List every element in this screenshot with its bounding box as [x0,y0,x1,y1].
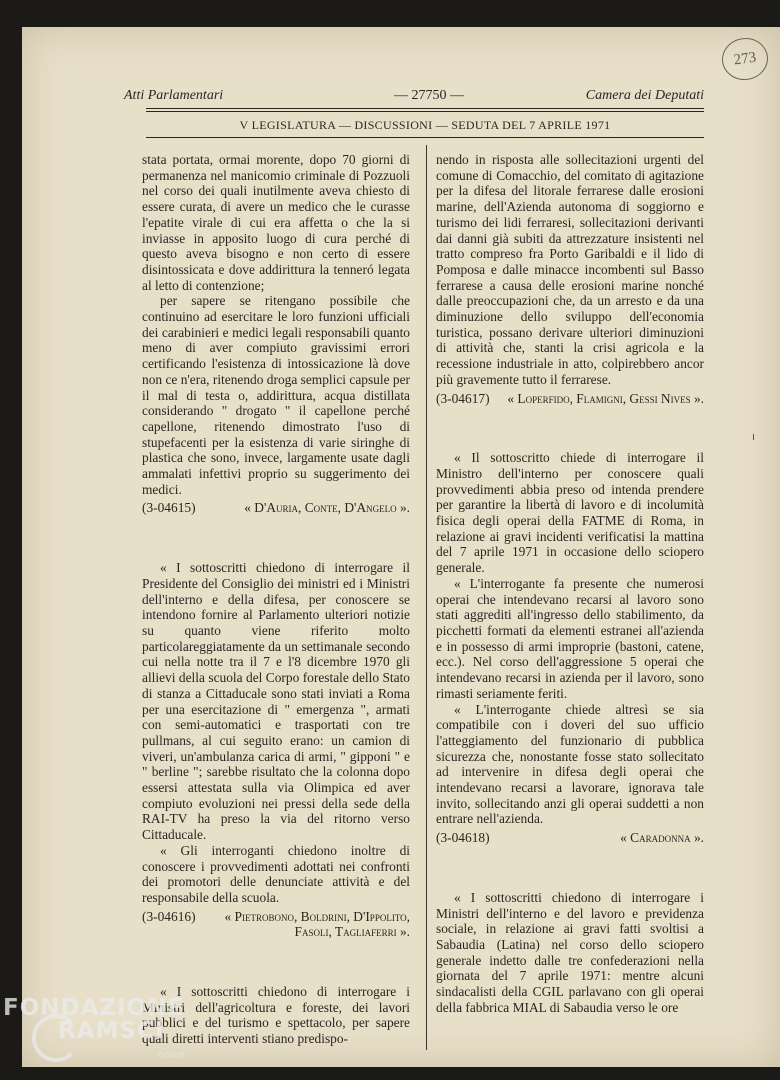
left-column [142,152,410,1047]
question-code: (3-04616) [142,908,196,924]
paragraph: « L'interrogante fa presente che numerosi operai che intendevano recarsi al lavoro sono stati aggrediti all'ingresso dello stabilimento, da picchetti formati da elementi estranei all'azienda e in possesso di armi improprie (bastoni, catene, ecc.). Nel corso dell'aggressione 5 operai che intendevano recarsi in azienda per il lavoro, sono rimasti seriamente feriti. [436,575,704,701]
paragraph: « Il sottoscritto chiede di interrogare il Ministro dell'interno per conoscere quali provvedimenti abbia preso od intenda prendere per garantire la libertà di lavoro e di incolumità fisica degli operai della FATME di Roma, in relazione ai gravi incidenti verificatisi la mattina del 7 aprile 1971 in occasione dello sciopero generale. [436,450,704,576]
right-column [436,152,704,1015]
header-rule-top [146,108,704,109]
question-code: (3-04615) [142,500,196,516]
paragraph: « I sottoscritti chiedono di interrogare i Ministri dell'agricoltura e foreste, dei lavori pubblici e del turismo e spettacolo, per sapere quali diretti interventi stiano predispo- [142,984,410,1047]
paragraph: « Gli interroganti chiedono inoltre di conoscere i provvedimenti adottati nei confronti dei promotori delle denunciate attività e del responsabile della scuola. [142,842,410,905]
signature-block [142,500,410,516]
watermark-line1: FONDAZIONE [3,995,185,1021]
watermark-line3: onlus [158,1050,185,1061]
question-code: (3-04618) [436,830,490,846]
question-code: (3-04617) [436,390,490,406]
header-left: Atti Parlamentari [124,88,224,103]
signatories: « D'Auria, Conte, D'Angelo ». [244,500,410,516]
header-right: Camera dei Deputati [585,88,704,103]
signatories: « Caradonna ». [620,830,704,846]
paragraph: « L'interrogante chiede altresì se sia compatibile con i doveri del suo ufficio l'atteggiamento del funzionario di pubblica sicurezza che, nonostante fosse stato sollecitato ad intervenire in difesa degli operai che intendevano recarsi a lavorare, ignorava tale invito, sollecitando anzi gli operai suddetti a non entrare nell'azienda. [436,701,704,827]
column-divider [426,145,427,1050]
paragraph: « I sottoscritti chiedono di interrogare il Presidente del Consiglio dei ministri ed i Ministri dell'interno e della difesa, per conoscere se intendono fornire al Parlamento ulteriori notizie su quanto viene riferito molto particolareggiatamente da un settimanale secondo cui nella notte tra il 7 e l'8 dicembre 1970 gli allievi della scuola del Corpo forestale dello Stato di stanza a Cittaducale sono stati inviati a Roma per una esercitazione di " emergenza ", armati con semi-automatici e trasportati con tre pullmans, al cui seguito erano: un camion di viveri, un'ambulanza carica di armi, " gipponi " e " berline "; sarebbe risultato che la colonna dopo essersi attestata sulla via Olimpica ed aver compiuto evoluzioni nei pressi della sede della RAI-TV ha preso la via del ritorno verso Cittaducale. [142,560,410,843]
signature-block [436,830,704,846]
page-number-stamp: 273 [719,35,770,83]
header-rule-bottom [146,111,704,112]
running-header [124,86,704,108]
paragraph: nendo in risposta alle sollecitazioni urgenti del comune di Comacchio, del comitato di agitazione per la difesa del litorale ferrarese dalle erosioni marine, dell'Azienda autonoma di soggiorno e turismo dei lidi ferraresi, sollecitazioni derivanti dai danni già subiti da attrezzature insistenti nel tratto compreso fra Porto Garibaldi e il lido di Pomposa e dalle minacce incombenti sul Basso ferrarese a causa delle erosioni marine nonché dalle preoccupazioni che, da un arresto e da una diminuzione dello sviluppo dell'economia turistica, possano derivare ulteriori diminuzioni di attività che, stanti la crisi agricola e la recessione industriale in atto, colpirebbero ancor più gravemente tutto il ferrarese. [436,152,704,387]
margin-mark [753,434,757,440]
signatories: « Pietrobono, Boldrini, D'Ippolito, Fasoli, Tagliaferri ». [224,908,410,940]
signature-block [436,391,704,407]
header-page-number: — 27750 — [394,88,464,103]
signature-block [142,909,410,940]
paragraph: stata portata, ormai morente, dopo 70 giorni di permanenza nel manicomio criminale di Pozzuoli nel corso dei quali inutilmente aveva chiesto di essere curata, di avere un medico che le curasse l'epatite virale di cui era affetta o che la si inviasse in apposito luogo di cura perché di questo aveva bisogno e non certo di essere disintossicata e dove addirittura la tenneró legata al letto di contenzione; [142,152,410,293]
watermark-line2: RAMSCI [58,1018,165,1044]
session-subheader: V LEGISLATURA — DISCUSSIONI — SEDUTA DEL 7 APRILE 1971 [239,118,611,132]
paragraph: « I sottoscritti chiedono di interrogare i Ministri dell'interno e del lavoro e previdenza sociale, in relazione ai gravi fatti svoltisi a Sabaudia (Latina) nel corso dello sciopero generale indetto dalle tre confederazioni nella giornata del 7 aprile 1971: mentre alcuni sindacalisti della CGIL parlavano con gli operai della fabbrica MIAL di Sabaudia verso le ore [436,889,704,1015]
paragraph: per sapere se ritengano possibile che continuino ad esercitare le loro funzioni ufficiali dei carabinieri e medici legali responsabili quanto meno di aver compiuto gravissimi errori certificando l'esistenza di intossicazione là dove non ce n'era, ritenendo droga semplici capsule per il mal di testa o, addirittura, acqua distillata considerando " drogato " il capellone perché capellone, ritenendo dimostrato l'uso di stupefacenti per la esistenza di varie siringhe di plastica che sono, invece, largamente usate dagli ammalati infettivi proprio su suggerimento dei medici. [142,293,410,497]
subheader-rule [146,137,704,138]
signatories: « Loperfido, Flamigni, Gessi Nives ». [507,390,704,406]
